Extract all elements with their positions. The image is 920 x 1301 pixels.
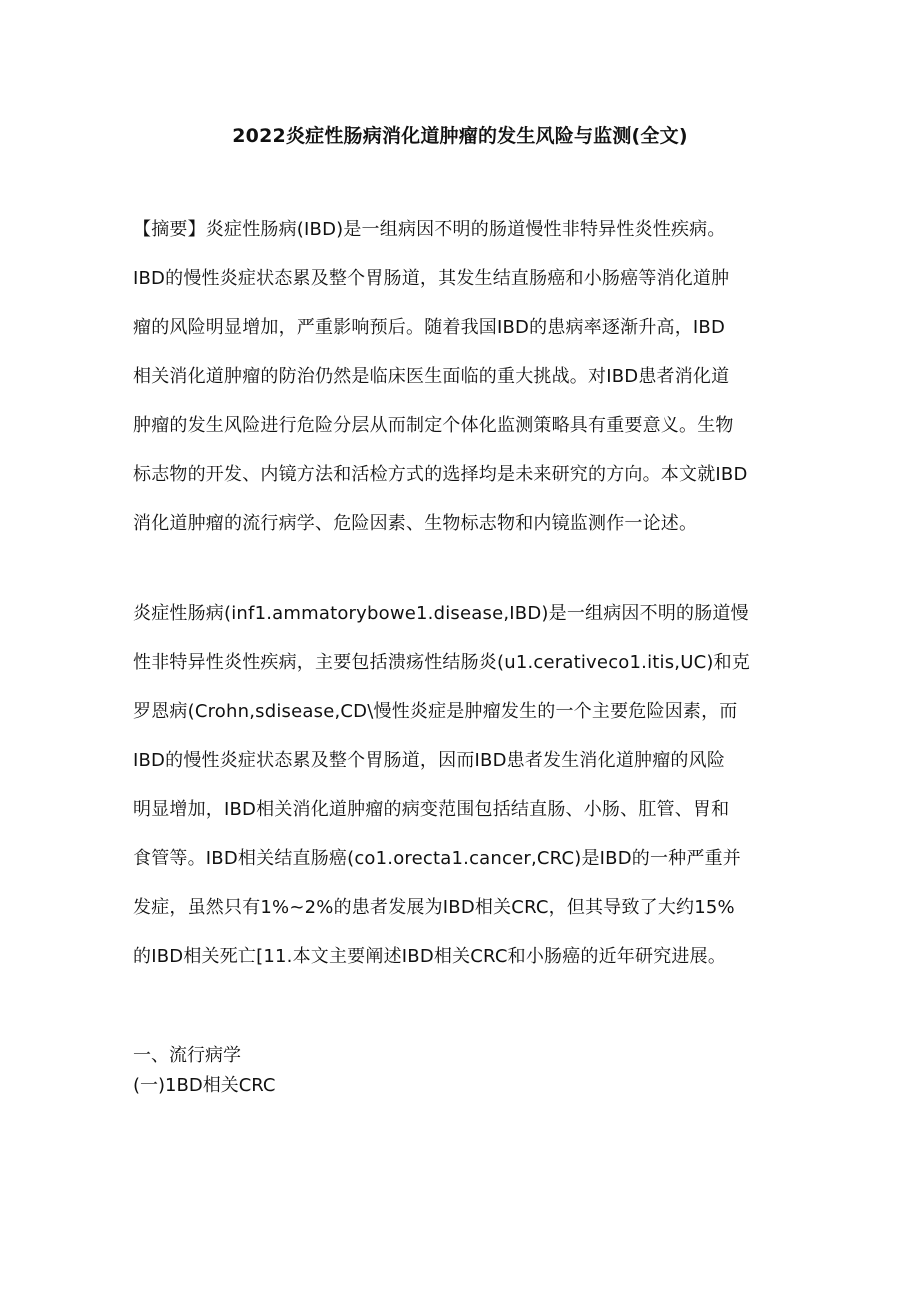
intro-line: 发症，虽然只有1%~2%的患者发展为IBD相关CRC，但其导致了大约15% — [133, 897, 735, 918]
intro-paragraph — [133, 589, 803, 981]
abstract-line: 标志物的开发、内镜方法和活检方式的选择均是未来研究的方向。本文就IBD — [133, 464, 748, 485]
abstract-line: 【摘要】炎症性肠病(IBD)是一组病因不明的肠道慢性非特异性炎性疾病。 — [133, 219, 726, 240]
section-headings — [133, 1041, 803, 1101]
intro-line: 罗恩病(Crohn,sdisease,CD\慢性炎症是肿瘤发生的一个主要危险因素，而 — [133, 701, 738, 722]
abstract-line: IBD的慢性炎症状态累及整个胃肠道，其发生结直肠癌和小肠癌等消化道肿 — [133, 268, 730, 289]
section-heading: 一、流行病学 — [133, 1045, 241, 1066]
intro-line: 的IBD相关死亡[11.本文主要阐述IBD相关CRC和小肠癌的近年研究进展。 — [133, 946, 727, 967]
intro-line: 性非特异性炎性疾病，主要包括溃疡性结肠炎(u1.cerativeco1.itis,UC)和克 — [133, 652, 750, 673]
abstract-line: 消化道肿瘤的流行病学、危险因素、生物标志物和内镜监测作一论述。 — [133, 513, 698, 534]
subsection-heading: (一)1BD相关CRC — [133, 1075, 276, 1096]
abstract-line: 相关消化道肿瘤的防治仍然是临床医生面临的重大挑战。对IBD患者消化道 — [133, 366, 730, 387]
intro-line: 食管等。IBD相关结直肠癌(co1.orecta1.cancer,CRC)是IBD的一种严重并 — [133, 848, 741, 869]
intro-line: 明显增加，IBD相关消化道肿瘤的病变范围包括结直肠、小肠、肛管、胃和 — [133, 799, 730, 820]
abstract-line: 瘤的风险明显增加，严重影响预后。随着我国IBD的患病率逐渐升高，IBD — [133, 317, 726, 338]
abstract-line: 肿瘤的发生风险进行危险分层从而制定个体化监测策略具有重要意义。生物 — [133, 415, 734, 436]
intro-line: IBD的慢性炎症状态累及整个胃肠道，因而IBD患者发生消化道肿瘤的风险 — [133, 750, 726, 771]
document-title: 2022炎症性肠病消化道肿瘤的发生风险与监测(全文) — [232, 125, 688, 147]
abstract-paragraph — [133, 205, 803, 548]
intro-line: 炎症性肠病(inf1.ammatorybowe1.disease,IBD)是一组病因不明的肠道慢 — [133, 603, 749, 624]
